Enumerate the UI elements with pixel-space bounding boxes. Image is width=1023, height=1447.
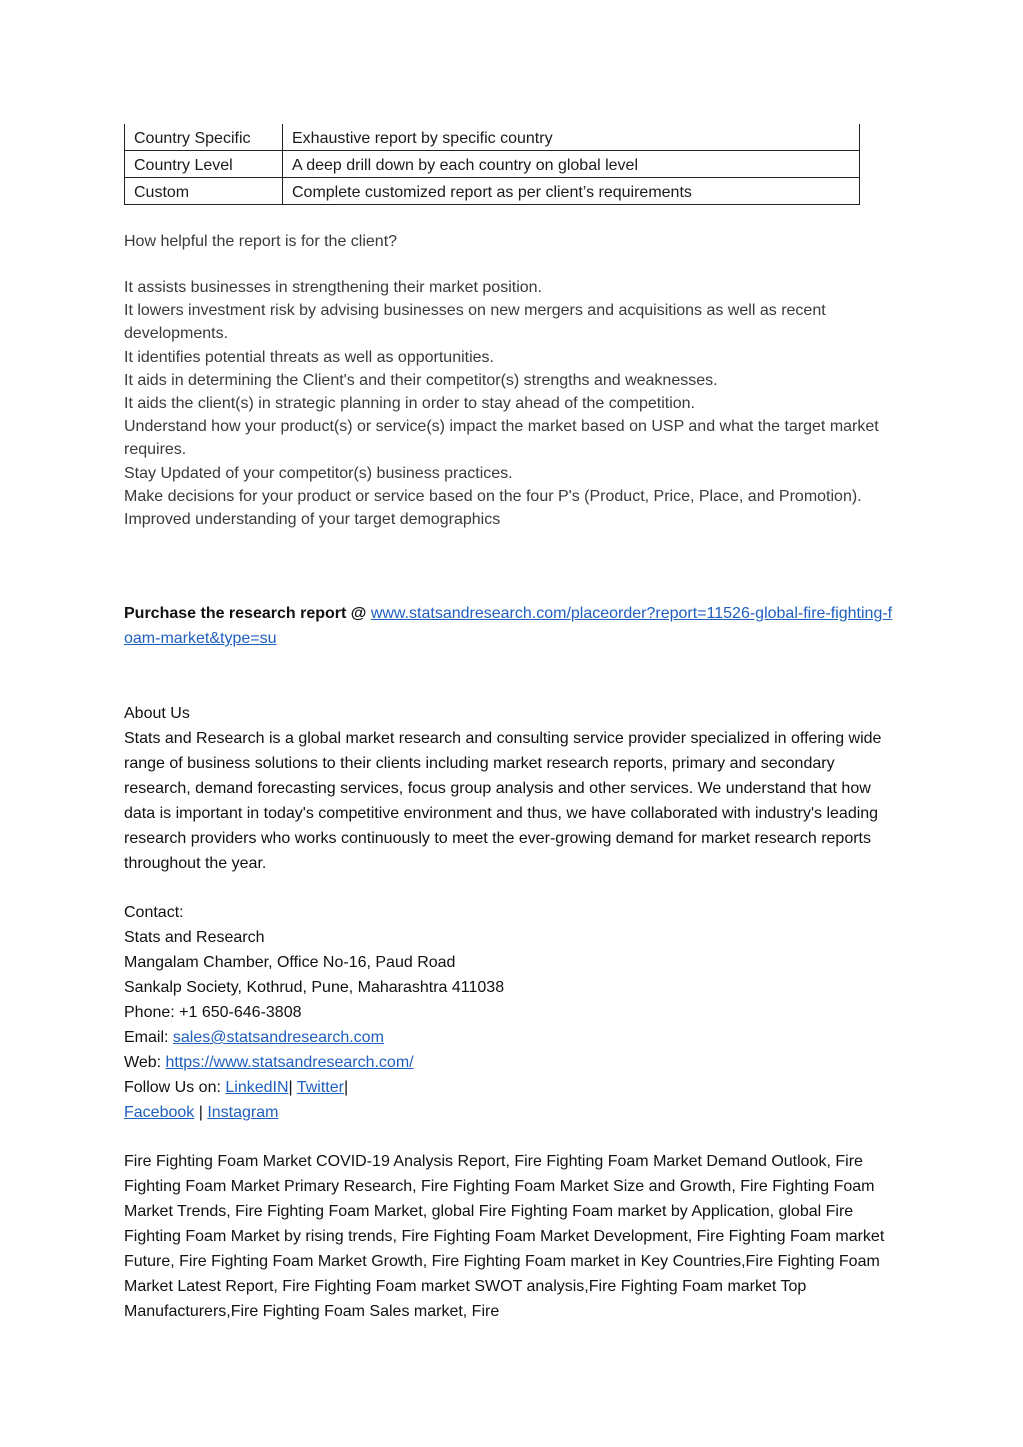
linkedin-link[interactable]: LinkedIN (225, 1079, 289, 1096)
list-item: It assists businesses in strengthening their market position. (124, 279, 542, 296)
contact-email-line (124, 1025, 894, 1050)
contact-heading: Contact: (124, 904, 184, 921)
facebook-link[interactable]: Facebook (124, 1104, 195, 1121)
separator: | (198, 1104, 203, 1121)
web-link[interactable]: https://www.statsandresearch.com/ (165, 1054, 414, 1071)
table-row (125, 151, 860, 178)
follow-label: Follow Us on: (124, 1079, 226, 1096)
contact-company: Stats and Research (124, 929, 265, 946)
contact-address-2: Sankalp Society, Kothrud, Pune, Maharashtra 411038 (124, 979, 505, 996)
helpful-points-list (124, 276, 894, 531)
separator: | (343, 1079, 349, 1096)
list-item: Understand how your product(s) or service(s) impact the market based on USP and what the target market requires. (124, 418, 879, 459)
about-section (124, 701, 894, 876)
table-row (125, 124, 860, 151)
purchase-label: Purchase the research report @ (124, 605, 371, 622)
twitter-link[interactable]: Twitter (296, 1079, 344, 1096)
about-body: Stats and Research is a global market research and consulting service provider specialized in offering wide range of business solutions to their clients including market research reports, primary and secondary research, demand forecasting services, focus group analysis and other services. We understand that how data is important in today's competitive environment and thus, we have collaborated with industry's leading research providers who works continuously to meet the ever-growing demand for market research reports throughout the year. (124, 730, 882, 872)
list-item: It aids in determining the Client's and their competitor(s) strengths and weaknesses. (124, 371, 718, 389)
separator: | (288, 1079, 293, 1096)
list-item: It aids the client(s) in strategic planning in order to stay ahead of the competition. (124, 395, 695, 413)
social-line (124, 1100, 894, 1125)
contact-phone: Phone: +1 650-646-3808 (124, 1004, 302, 1021)
web-label: Web: (124, 1054, 166, 1071)
email-link[interactable]: sales@statsandresearch.com (172, 1029, 384, 1046)
contact-section (124, 900, 894, 1125)
table-cell-desc: A deep drill down by each country on global level (283, 151, 860, 178)
report-type-table (124, 124, 860, 205)
purchase-line (124, 601, 894, 651)
contact-address-1: Mangalam Chamber, Office No-16, Paud Road (124, 954, 456, 971)
table-row (125, 178, 860, 205)
list-item: It identifies potential threats as well as opportunities. (124, 348, 494, 366)
list-item: Stay Updated of your competitor(s) business practices. (124, 464, 513, 482)
list-item: It lowers investment risk by advising businesses on new mergers and acquisitions as well as recent developments. (124, 302, 826, 343)
helpful-question: How helpful the report is for the client? (124, 233, 398, 250)
table-cell-desc: Exhaustive report by specific country (283, 124, 860, 151)
table-cell-type: Custom (125, 178, 283, 205)
table-cell-desc: Complete customized report as per client’s requirements (283, 178, 860, 205)
email-label: Email: (124, 1029, 173, 1046)
instagram-link[interactable]: Instagram (207, 1104, 279, 1121)
table-cell-type: Country Specific (125, 124, 283, 151)
keywords-paragraph: Fire Fighting Foam Market COVID-19 Analysis Report, Fire Fighting Foam Market Demand Outlook, Fire Fighting Foam Market Primary Research, Fire Fighting Foam Market Size and Growth, Fire Fighting Foam Market Trends, Fire Fighting Foam Market, global Fire Fighting Foam market by Application, global Fire Fighting Foam Market by rising trends, Fire Fighting Foam Market Development, Fire Fighting Foam market Future, Fire Fighting Foam Market Growth, Fire Fighting Foam market in Key Countries,Fire Fighting Foam Market Latest Report, Fire Fighting Foam market SWOT analysis,Fire Fighting Foam market Top Manufacturers,Fire Fighting Foam Sales market, Fire (124, 1153, 885, 1320)
table-cell-type: Country Level (125, 151, 283, 178)
contact-web-line (124, 1050, 894, 1075)
about-heading: About Us (124, 705, 190, 722)
list-item: Improved understanding of your target demographics (124, 511, 501, 529)
follow-line (124, 1075, 894, 1100)
purchase-link[interactable]: www.statsandresearch.com/placeorder?report=11526-global-fire-fighting-foam-market&type=su (124, 605, 893, 647)
list-item: Make decisions for your product or service based on the four P's (Product, Price, Place, and Promotion). (124, 487, 862, 505)
